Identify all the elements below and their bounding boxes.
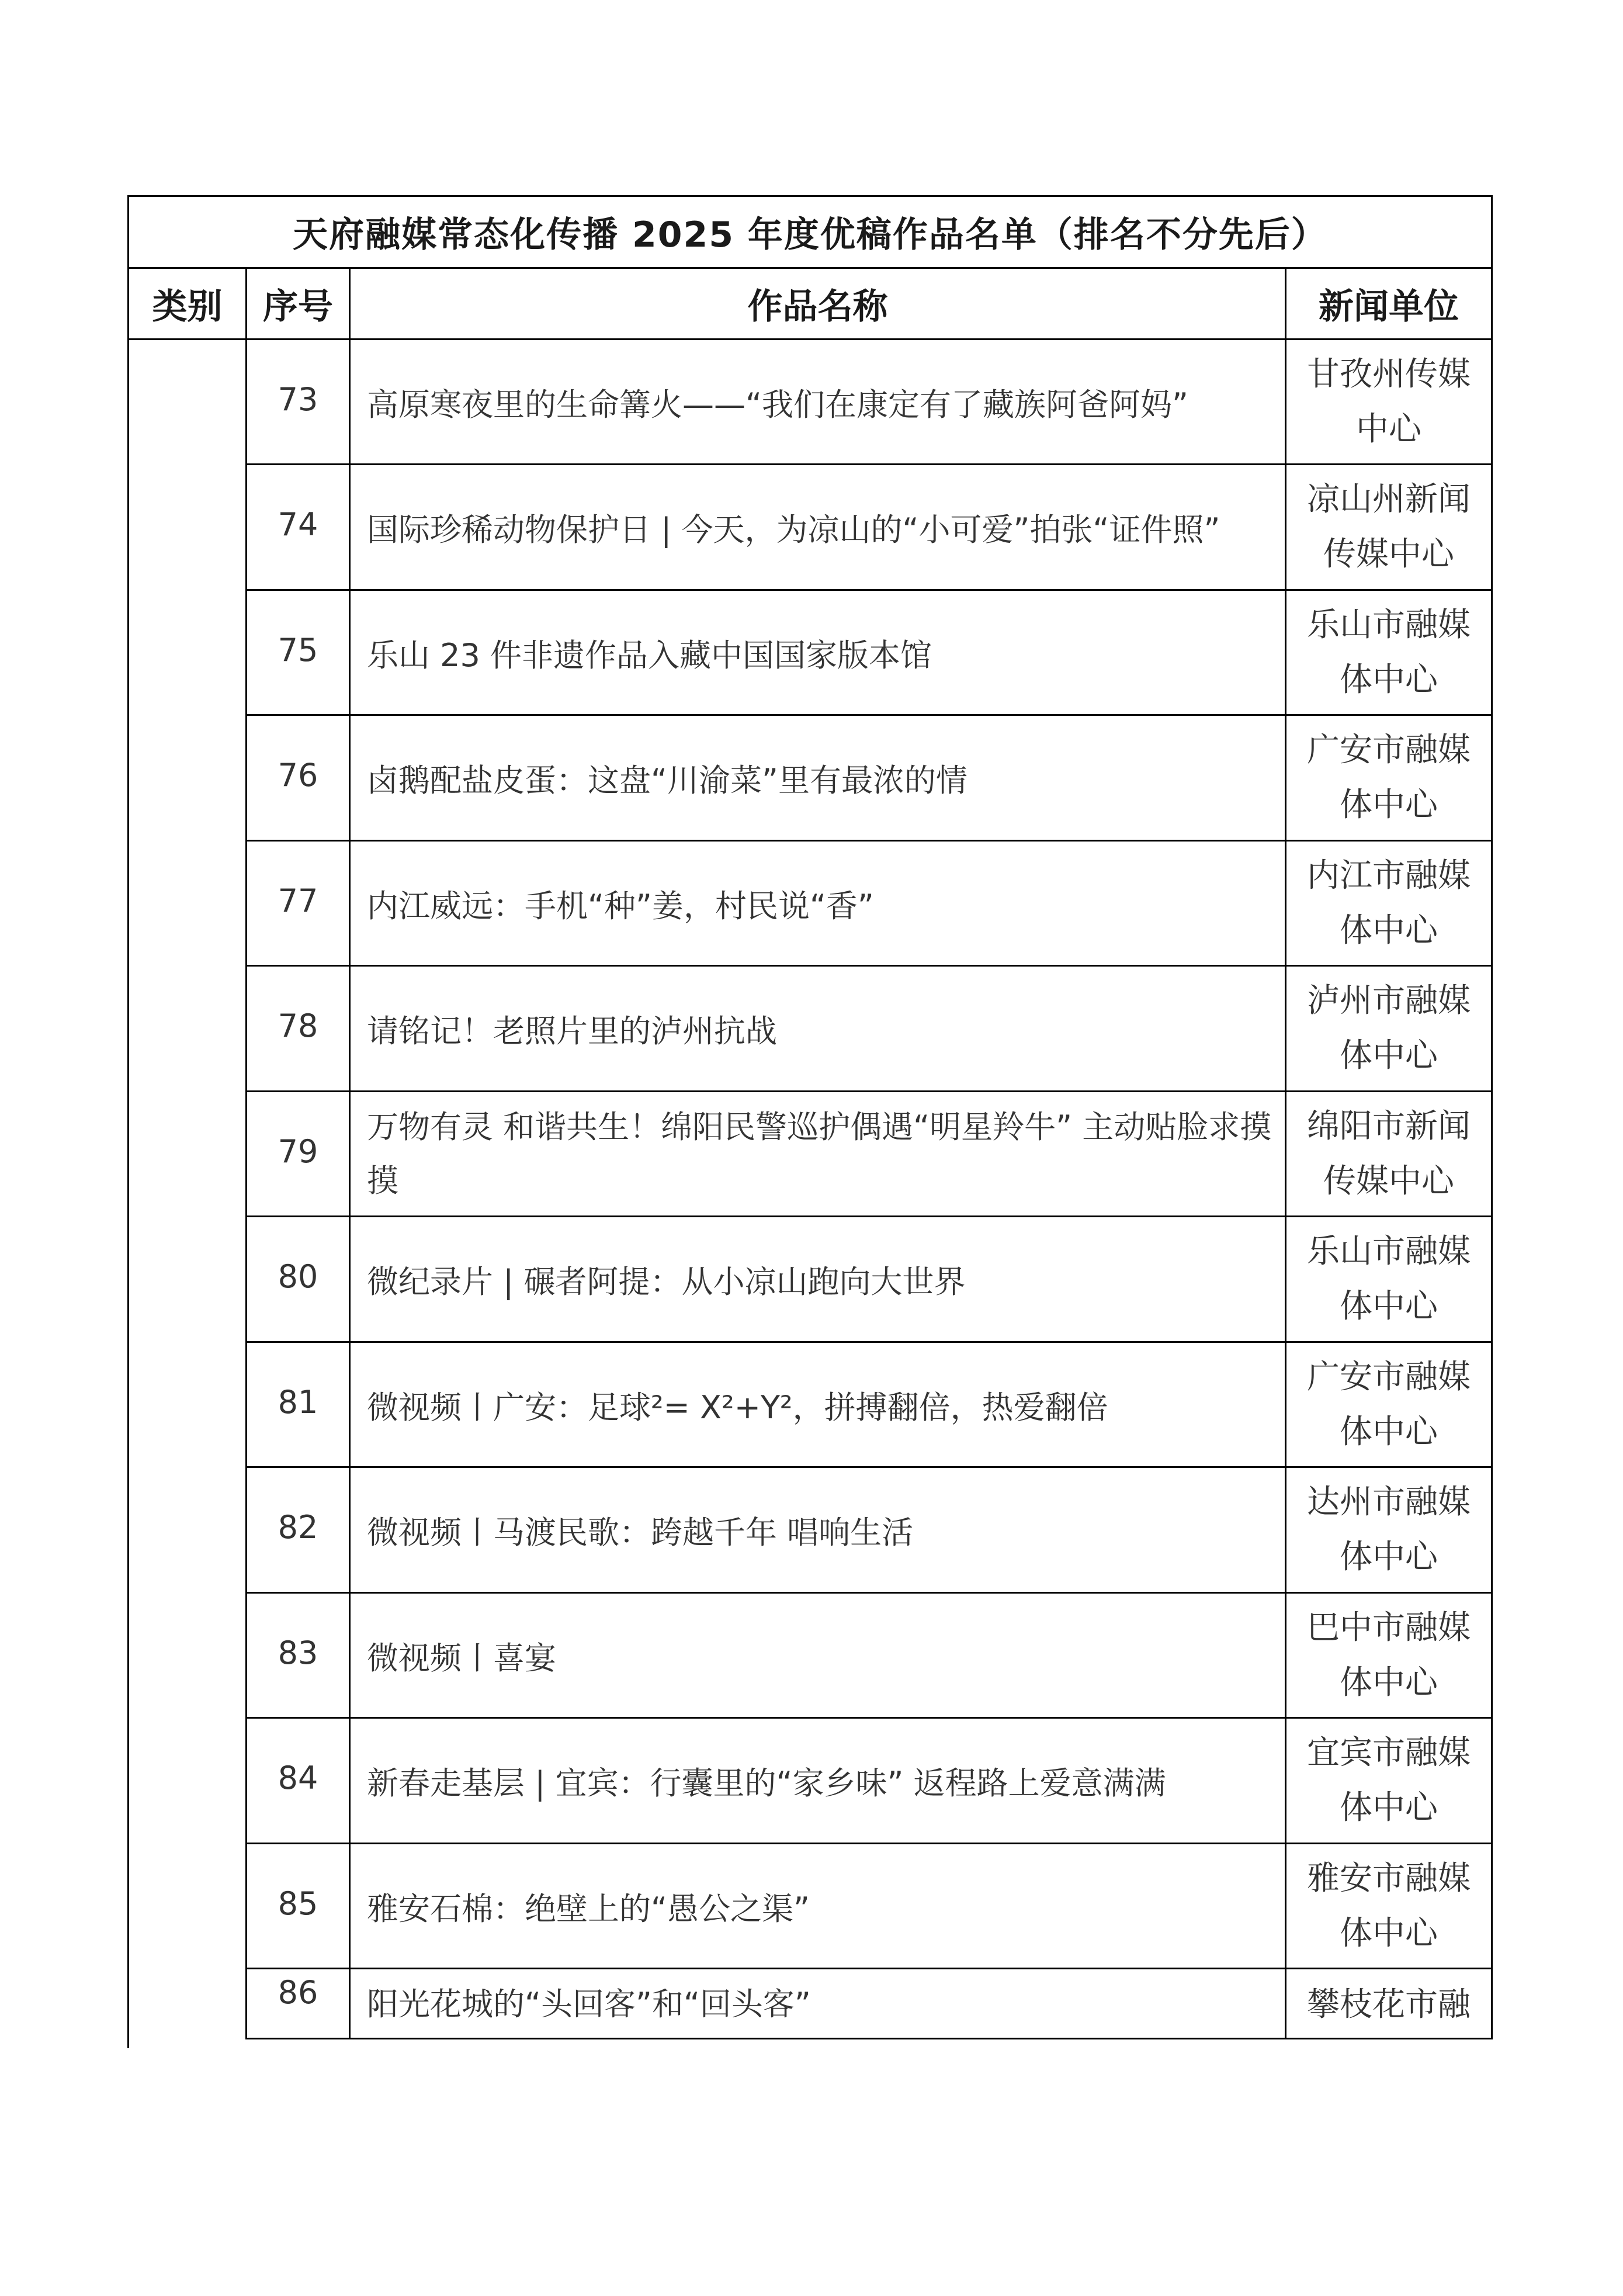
- table-right-border: [1491, 195, 1493, 2039]
- row-unit-label: 巴中市融媒体中心: [1307, 1608, 1471, 1702]
- row-number: 74: [278, 506, 318, 543]
- category-cell: [129, 340, 245, 2039]
- row-number: 79: [278, 1133, 318, 1170]
- row-unit: [1286, 1969, 1491, 2038]
- row-name: 阳光花城的“头回客”和“回头客”: [367, 1986, 811, 2023]
- header-category: 类别: [152, 286, 223, 327]
- row-name: 微视频丨喜宴: [367, 1639, 556, 1677]
- row-name: 微视频丨广安：足球²= X²+Y²，拼搏翻倍，热爱翻倍: [367, 1388, 1108, 1426]
- row-unit: [1286, 716, 1491, 840]
- row-number: 78: [278, 1007, 318, 1044]
- row-unit-label: 广安市融媒体中心: [1307, 731, 1471, 824]
- row-name: 万物有灵 和谐共生！绵阳民警巡护偶遇“明星羚牛” 主动贴脸求摸摸: [367, 1108, 1272, 1199]
- header-unit: 新闻单位: [1319, 286, 1459, 327]
- row-number: 82: [278, 1509, 318, 1546]
- row-unit-label: 凉山州新闻传媒中心: [1307, 480, 1471, 573]
- row-unit-label: 广安市融媒体中心: [1307, 1357, 1471, 1451]
- row-number: 85: [278, 1885, 318, 1922]
- row-name: 新春走基层 | 宜宾：行囊里的“家乡味” 返程路上爱意满满: [367, 1765, 1166, 1802]
- row-unit: [1286, 340, 1491, 463]
- row-unit-label: 泸州市融媒体中心: [1307, 982, 1471, 1075]
- row-unit-label: 甘孜州传媒中心: [1307, 355, 1471, 448]
- header-name: 作品名称: [747, 286, 888, 327]
- row-unit: [1286, 1343, 1491, 1466]
- row-name: 乐山 23 件非遗作品入藏中国国家版本馆: [367, 636, 932, 674]
- row-unit-label: 雅安市融媒体中心: [1307, 1859, 1471, 1952]
- row-unit: [1286, 1719, 1491, 1843]
- row-name: 卤鹅配盐皮蛋：这盘“川渝菜”里有最浓的情: [367, 762, 967, 799]
- row-unit: [1286, 465, 1491, 589]
- row-unit-label: 攀枝花市融: [1307, 1986, 1471, 2024]
- row-number: 76: [278, 757, 318, 794]
- row-unit: [1286, 841, 1491, 965]
- row-unit: [1286, 1217, 1491, 1341]
- row-name: 微纪录片 | 碾者阿提：从小凉山跑向大世界: [367, 1263, 966, 1300]
- row-name: 国际珍稀动物保护日 | 今天，为凉山的“小可爱”拍张“证件照”: [367, 511, 1220, 548]
- row-number: 75: [278, 632, 318, 669]
- row-unit: [1286, 591, 1491, 714]
- row-unit-label: 内江市融媒体中心: [1307, 856, 1471, 950]
- row-number: 81: [278, 1384, 318, 1421]
- row-unit: [1286, 1468, 1491, 1592]
- row-number: 86: [278, 1974, 318, 2011]
- row-unit-label: 乐山市融媒体中心: [1307, 1232, 1471, 1325]
- row-unit-label: 绵阳市新闻传媒中心: [1307, 1107, 1471, 1200]
- row-unit-label: 宜宾市融媒体中心: [1307, 1734, 1471, 1827]
- row-unit: [1286, 1092, 1491, 1215]
- table-bottom-border: [245, 2038, 1493, 2039]
- row-unit-label: 达州市融媒体中心: [1307, 1483, 1471, 1576]
- row-unit: [1286, 1594, 1491, 1717]
- row-name: 微视频丨马渡民歌：跨越千年 唱响生活: [367, 1514, 914, 1551]
- row-number: 80: [278, 1258, 318, 1295]
- row-number: 84: [278, 1760, 318, 1796]
- row-unit: [1286, 1844, 1491, 1968]
- row-number: 77: [278, 882, 318, 919]
- row-name: 高原寒夜里的生命篝火——“我们在康定有了藏族阿爸阿妈”: [367, 386, 1188, 423]
- row-name: 内江威远：手机“种”姜，村民说“香”: [367, 887, 874, 924]
- row-number: 73: [278, 381, 318, 418]
- header-number: 序号: [263, 286, 333, 327]
- row-unit: [1286, 967, 1491, 1090]
- row-name: 请铭记！老照片里的泸州抗战: [367, 1013, 777, 1050]
- table-title: 天府融媒常态化传播 2025 年度优稿作品名单（排名不分先后）: [293, 214, 1327, 255]
- row-unit-label: 乐山市融媒体中心: [1307, 605, 1471, 699]
- row-number: 83: [278, 1634, 318, 1671]
- row-name: 雅安石棉：绝壁上的“愚公之渠”: [367, 1890, 810, 1927]
